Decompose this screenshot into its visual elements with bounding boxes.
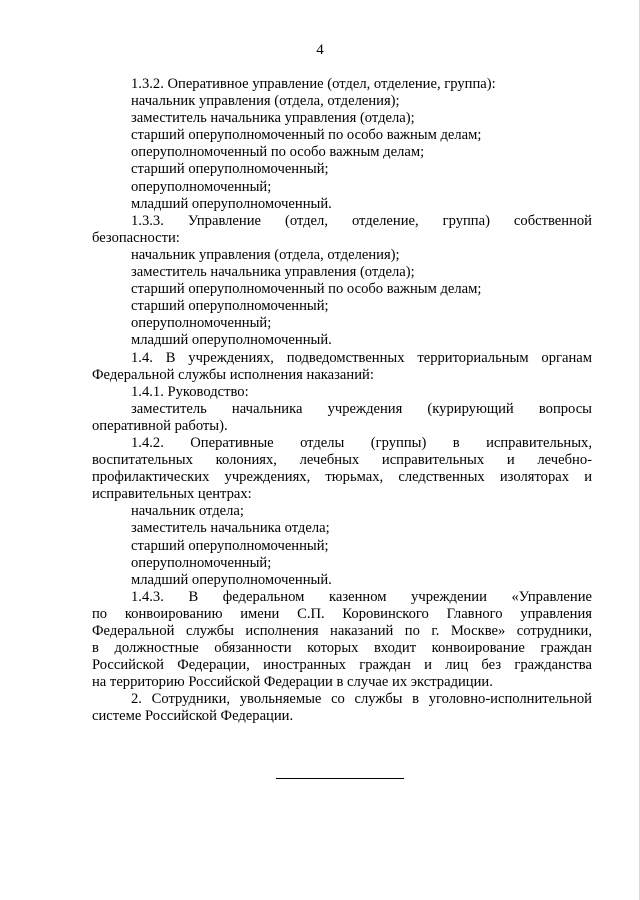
footer-separator-line: [276, 778, 404, 779]
text-line: младший оперуполномоченный.: [131, 195, 332, 212]
text-line: начальник управления (отдела, отделения);: [131, 246, 400, 263]
text-line: в должностные обязанности которых входит конвоирование граждан: [92, 640, 592, 657]
text-line: системе Российской Федерации.: [92, 708, 294, 725]
text-line: заместитель начальника учреждения (курирующий вопросы: [131, 400, 592, 417]
text-line: заместитель начальника отдела;: [131, 520, 330, 537]
text-line: оперуполномоченный;: [131, 554, 272, 571]
text-line: профилактических учреждениях, тюрьмах, следственных изоляторах и: [92, 469, 592, 486]
text-line: Российской Федерации, иностранных граждан и лиц без гражданства: [92, 657, 592, 674]
text-line: оперуполномоченный;: [131, 315, 272, 332]
text-line: 2. Сотрудники, увольняемые со службы в уголовно-исполнительной: [131, 691, 592, 708]
text-line: 1.4.3. В федеральном казенном учреждении «Управление: [131, 588, 592, 605]
text-line: оперативной работы).: [92, 417, 228, 434]
text-line: исправительных центрах:: [92, 486, 252, 503]
text-line: 1.4.2. Оперативные отделы (группы) в исправительных,: [131, 434, 592, 451]
text-line: старший оперуполномоченный по особо важным делам;: [131, 127, 482, 144]
text-line: начальник управления (отдела, отделения);: [131, 93, 400, 110]
text-line: оперуполномоченный по особо важным делам;: [131, 144, 425, 161]
text-line: 1.3.3. Управление (отдел, отделение, группа) собственной: [131, 212, 592, 229]
text-line: старший оперуполномоченный;: [131, 298, 329, 315]
text-line: заместитель начальника управления (отдела);: [131, 264, 415, 281]
document-body: [92, 76, 592, 726]
text-line: младший оперуполномоченный.: [131, 332, 332, 349]
text-line: старший оперуполномоченный;: [131, 537, 329, 554]
text-line: начальник отдела;: [131, 503, 244, 520]
text-line: 1.4. В учреждениях, подведомственных территориальным органам: [131, 349, 592, 366]
text-line: воспитательных колониях, лечебных исправительных и лечебно-: [92, 452, 592, 469]
text-line: 1.4.1. Руководство:: [131, 383, 249, 400]
text-line: по конвоированию имени С.П. Коровинского Главного управления: [92, 605, 592, 622]
page-number: 4: [316, 42, 324, 58]
text-line: Федеральной службы исполнения наказаний по г. Москве» сотрудники,: [92, 623, 592, 639]
text-line: старший оперуполномоченный по особо важным делам;: [131, 281, 482, 298]
text-line: заместитель начальника управления (отдела);: [131, 110, 415, 127]
text-line: Федеральной службы исполнения наказаний:: [92, 366, 374, 383]
text-line: безопасности:: [92, 229, 180, 246]
text-line: оперуполномоченный;: [131, 178, 272, 195]
text-line: младший оперуполномоченный.: [131, 571, 332, 588]
text-line: на территорию Российской Федерации в случае их экстрадиции.: [92, 674, 493, 691]
text-line: 1.3.2. Оперативное управление (отдел, отделение, группа):: [131, 76, 496, 92]
text-line: старший оперуполномоченный;: [131, 161, 329, 178]
